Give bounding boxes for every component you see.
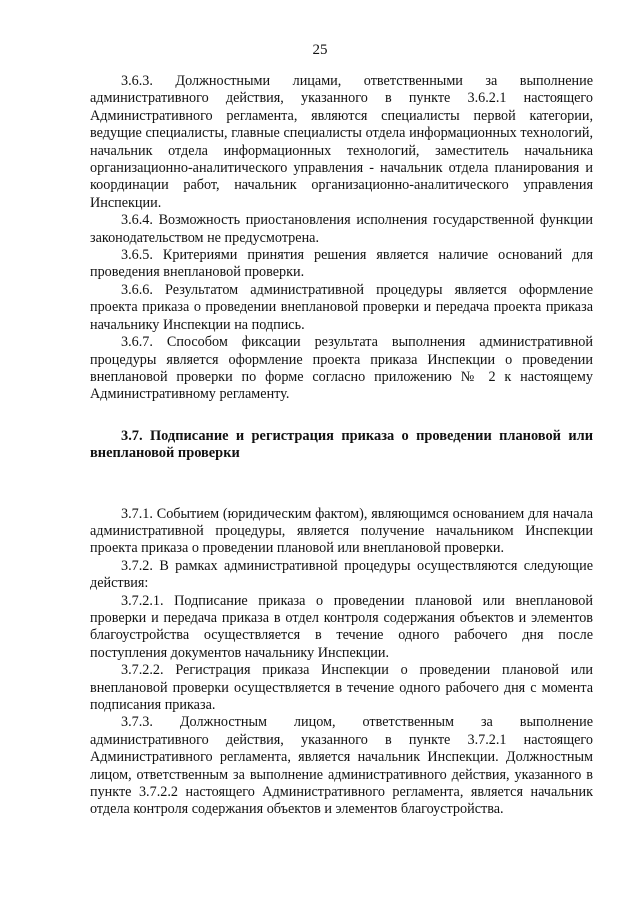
page-number: 25: [312, 42, 328, 58]
paragraph-3-7-2-2: 3.7.2.2. Регистрация приказа Инспекции о проведении плановой или внеплановой проверки осуществляется в течение одного рабочего дня с момента подписания приказа.: [90, 662, 593, 713]
paragraph-3-6-6: 3.6.6. Результатом административной процедуры является оформление проекта приказа о проведении внеплановой проверки и передача проекта приказа начальнику Инспекции на подпись.: [90, 281, 593, 333]
paragraph-3-6-4: 3.6.4. Возможность приостановления исполнения государственной функции законодательством не предусмотрена.: [90, 212, 593, 246]
paragraph-3-7-2: 3.7.2. В рамках административной процедуры осуществляются следующие действия:: [90, 557, 593, 592]
section-heading-3-7: 3.7. Подписание и регистрация приказа о проведении плановой или внеплановой проверки: [90, 427, 593, 462]
document-body: [90, 73, 593, 819]
paragraph-3-6-5: 3.6.5. Критериями принятия решения является наличие оснований для проведения внеплановой проверки.: [90, 247, 593, 281]
paragraph-3-6-7: 3.6.7. Способом фиксации результата выполнения административной процедуры является оформление проекта приказа Инспекции о проведении внеплановой проверки по форме согласно приложению № 2 к настоящему Административному регламенту.: [90, 334, 593, 403]
paragraph-3-7-1: 3.7.1. Событием (юридическим фактом), являющимся основанием для начала административной процедуры, является получение начальником Инспекции проекта приказа о проведении плановой или внеплановой проверки.: [90, 505, 593, 557]
paragraph-3-7-2-1: 3.7.2.1. Подписание приказа о проведении плановой или внеплановой проверки и передача приказа в отдел контроля содержания объектов и элементов благоустройства осуществляется в течение одного рабочего дня после поступления документов начальнику Инспекции.: [90, 592, 593, 661]
paragraph-3-7-3: 3.7.3. Должностным лицом, ответственным за выполнение административного действия, указанного в пункте 3.7.2.1 настоящего Административного регламента, является начальник Инспекции. Должностным лицом, ответственным за выполнение административного действия, указанного в пункте 3.7.2.2 настоящего Административного регламента, является начальник отдела контроля содержания объектов и элементов благоустройства.: [90, 714, 593, 818]
paragraph-3-6-3: 3.6.3. Должностными лицами, ответственными за выполнение административного действия, указанного в пункте 3.6.2.1 настоящего Административного регламента, являются специалисты первой категории, ведущие специалисты, главные специалисты отдела информационных технологий, начальник отдела информационных технологий, заместитель начальника организационно-аналитического управления - начальник отдела планирования и координации работ, начальник организационно-аналитического управления Инспекции.: [90, 73, 593, 211]
